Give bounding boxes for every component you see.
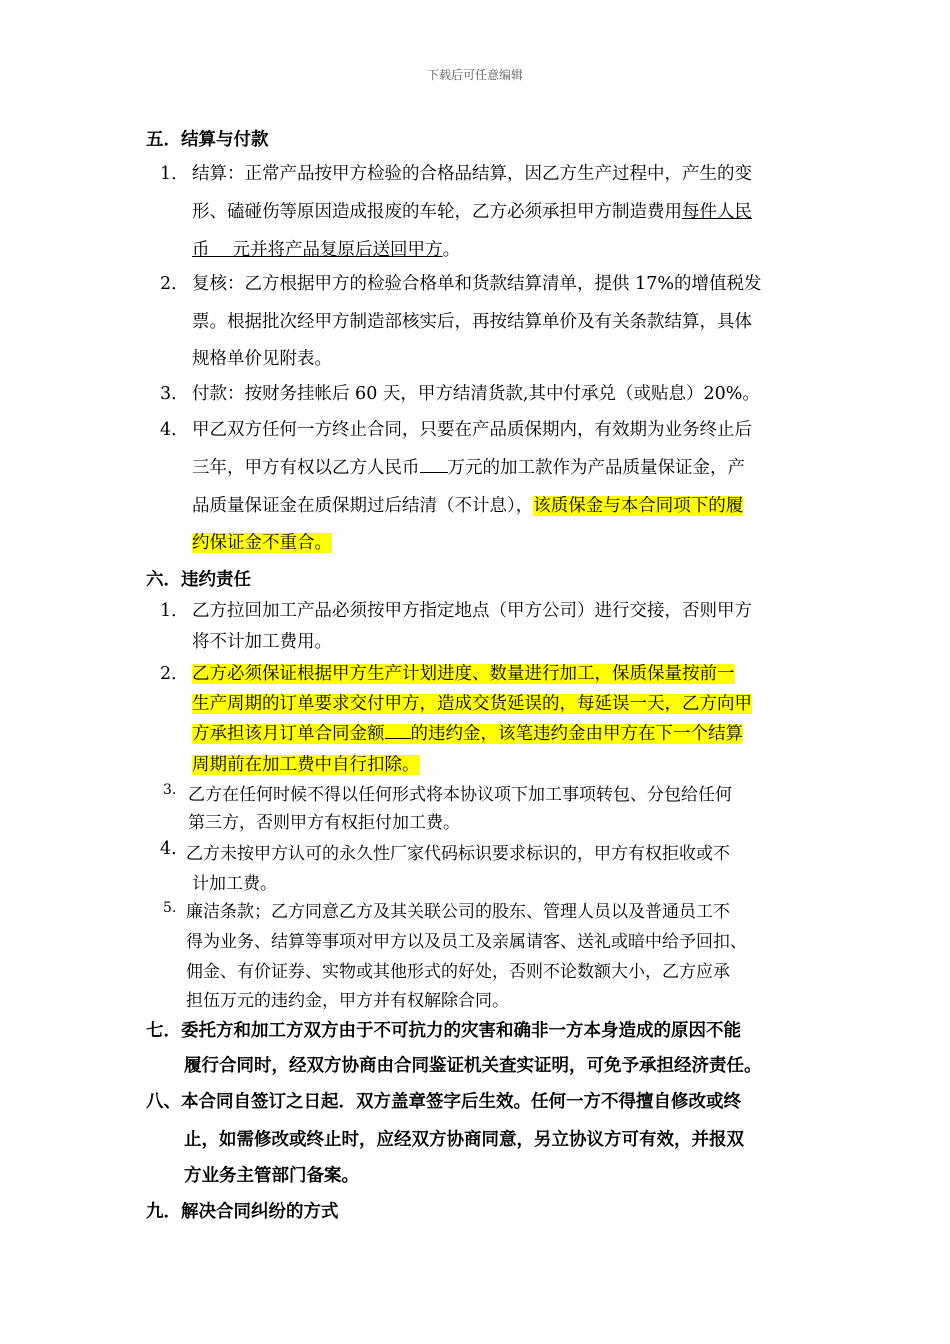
item-line xyxy=(192,236,460,261)
section-8-line: 止，如需修改或终止时，应经双方协商同意，另立协议方可有效，并报双 xyxy=(184,1130,744,1150)
section-7-line: 七．委托方和加工方双方由于不可抗力的灾害和确非一方本身造成的原因不能 xyxy=(146,1021,741,1041)
item-number: 3. xyxy=(163,782,177,798)
item-number: 3． xyxy=(160,384,189,404)
highlighted-text: 生产周期的订单要求交付甲方，造成交货延误的，每延误一天，乙方向甲 xyxy=(192,694,752,714)
item-line: 付款：按财务挂帐后 60 天，甲方结清货款,其中付承兑（或贴息）20%。 xyxy=(192,384,760,404)
text-run: 。 xyxy=(442,240,461,260)
underlined-text: 币 元并将产品复原后送回甲方 xyxy=(192,240,443,260)
section-5-title: 五．结算与付款 xyxy=(146,130,269,150)
highlighted-text: 该质保金与本合同项下的履 xyxy=(533,496,744,516)
highlighted-text: 乙方必须保证根据甲方生产计划进度、数量进行加工，保质保量按前一 xyxy=(192,664,735,684)
item-line: 甲乙双方任何一方终止合同，只要在产品质保期内，有效期为业务终止后 xyxy=(192,420,752,440)
item-line xyxy=(192,751,420,776)
item-line xyxy=(192,690,752,715)
page-header: 下载后可任意编辑 xyxy=(426,68,523,82)
section-8-line: 八、本合同自签订之日起．双方盖章签字后生效。任何一方不得擅自修改或终 xyxy=(146,1092,741,1112)
item-line: 票。根据批次经甲方制造部核实后，再按结算单价及有关条款结算，具体 xyxy=(192,312,752,332)
item-line: 第三方，否则甲方有权拒付加工费。 xyxy=(188,813,460,833)
item-number: 4. xyxy=(160,839,177,859)
blank-field xyxy=(385,721,411,740)
item-line: 复核：乙方根据甲方的检验合格单和货款结算清单，提供 17%的增值税发 xyxy=(192,274,762,294)
item-number: 2． xyxy=(160,664,189,684)
item-line xyxy=(192,529,332,554)
text-run: 三年，甲方有权以乙方人民币 xyxy=(192,458,420,478)
item-line: 乙方在任何时候不得以任何形式将本协议项下加工事项转包、分包给任何 xyxy=(188,785,732,805)
section-7-line: 履行合同时，经双方协商由合同鉴证机关查实证明，可免予承担经济责任。 xyxy=(184,1056,762,1076)
item-line: 计加工费。 xyxy=(192,874,277,894)
highlighted-text: 周期前在加工费中自行扣除。 xyxy=(192,755,420,775)
text-run: 万元的加工款作为产品质量保证金，产 xyxy=(447,458,745,478)
item-line: 将不计加工费用。 xyxy=(192,632,332,652)
item-number: 4． xyxy=(160,420,189,440)
item-line xyxy=(192,454,745,479)
item-line xyxy=(192,720,743,745)
section-6-title: 六．违约责任 xyxy=(146,570,251,590)
underlined-text: 每件人民 xyxy=(682,202,752,222)
section-9-title: 九．解决合同纠纷的方式 xyxy=(146,1202,339,1222)
item-line: 乙方拉回加工产品必须按甲方指定地点（甲方公司）进行交接，否则甲方 xyxy=(192,601,752,621)
item-line: 佣金、有价证券、实物或其他形式的好处，否则不论数额大小，乙方应承 xyxy=(186,962,730,982)
item-number: 5. xyxy=(163,900,177,916)
item-line xyxy=(192,492,743,517)
blank-field xyxy=(420,455,448,474)
item-line xyxy=(192,198,752,223)
section-8-line: 方业务主管部门备案。 xyxy=(184,1166,359,1186)
text-run: 形、磕碰伤等原因造成报废的车轮，乙方必须承担甲方制造费用 xyxy=(192,202,682,222)
text-run: 品质量保证金在质保期过后结清（不计息）， xyxy=(192,496,534,516)
item-line: 规格单价见附表。 xyxy=(192,349,332,369)
item-line: 廉洁条款；乙方同意乙方及其关联公司的股东、管理人员以及普通员工不 xyxy=(186,902,730,922)
item-line: 结算：正常产品按甲方检验的合格品结算，因乙方生产过程中，产生的变 xyxy=(192,164,752,184)
item-number: 2． xyxy=(160,274,189,294)
text-run: 方承担该月订单合同金额 xyxy=(192,724,385,744)
item-line: 担伍万元的违约金，甲方并有权解除合同。 xyxy=(186,991,509,1011)
item-line: 乙方未按甲方认可的永久性厂家代码标识要求标识的，甲方有权拒收或不 xyxy=(186,844,730,864)
highlighted-text xyxy=(192,724,743,744)
highlighted-text: 约保证金不重合。 xyxy=(192,533,332,553)
item-line: 得为业务、结算等事项对甲方以及员工及亲属请客、送礼或暗中给予回扣、 xyxy=(186,932,747,952)
item-line xyxy=(192,660,735,685)
item-number: 1． xyxy=(160,164,189,184)
text-run: 的违约金，该笔违约金由甲方在下一个结算 xyxy=(410,724,743,744)
item-number: 1． xyxy=(160,601,189,621)
